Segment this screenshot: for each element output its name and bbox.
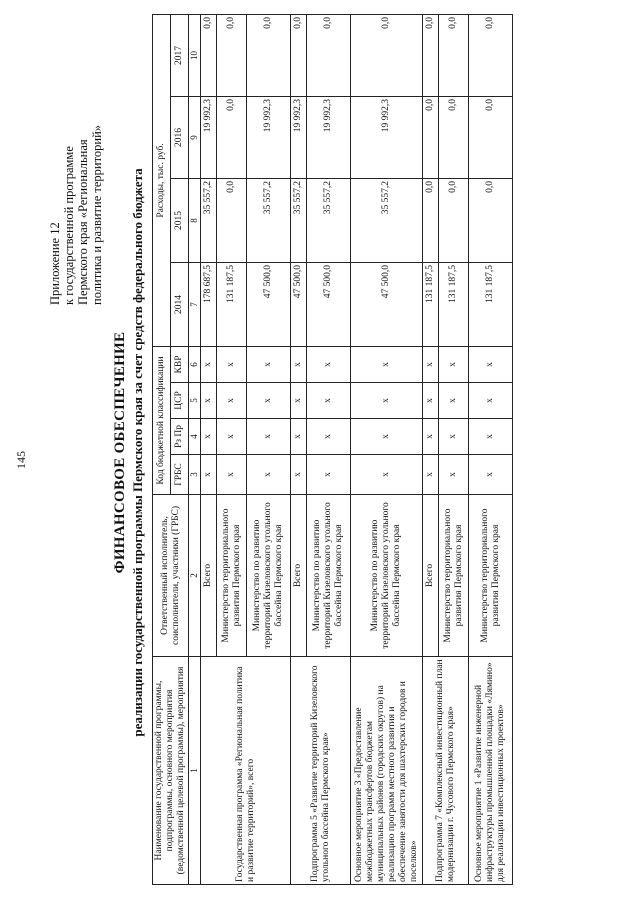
cell-kvr: х (439, 346, 469, 382)
cell-2014: 131 187,5 (469, 262, 513, 346)
document-title: ФИНАНСОВОЕ ОБЕСПЕЧЕНИЕ (112, 331, 128, 574)
cell-2017: 0,0 (201, 14, 217, 96)
cell-csr: х (201, 383, 217, 419)
row-name: Государственная программа «Региональная политика и развитие территорий», всего (201, 657, 291, 885)
cell-2014: 47 500,0 (291, 262, 307, 346)
cell-2014: 47 500,0 (247, 262, 291, 346)
header-2016: 2016 (171, 96, 189, 178)
cell-2017: 0,0 (423, 14, 439, 96)
cell-2017: 0,0 (351, 14, 423, 96)
column-number: 3 (189, 455, 201, 495)
cell-rzpr: х (247, 419, 291, 455)
row-executor: Всего (201, 495, 217, 657)
cell-2015: 35 557,2 (291, 178, 307, 262)
cell-kvr: х (351, 346, 423, 382)
cell-rzpr: х (469, 419, 513, 455)
row-name: Подпрограмма 5 «Развитие территорий Кизеловского угольного бассейна Пермского края» (291, 657, 351, 885)
cell-kvr: х (469, 346, 513, 382)
header-budget-code: Код бюджетной классификации (153, 346, 171, 494)
row-executor: Министерство по развитию территорий Кизеловского угольного бассейна Пермского края (351, 495, 423, 657)
table-row (351, 14, 423, 884)
cell-2016: 19 992,3 (351, 96, 423, 178)
column-number-row (189, 14, 201, 884)
cell-kvr: х (423, 346, 439, 382)
cell-grbs: х (201, 455, 217, 495)
cell-grbs: х (217, 455, 247, 495)
cell-2015: 35 557,2 (201, 178, 217, 262)
cell-2015: 0,0 (469, 178, 513, 262)
cell-2015: 35 557,2 (247, 178, 291, 262)
appendix-note (48, 125, 104, 305)
table-row (469, 14, 513, 884)
cell-kvr: х (247, 346, 291, 382)
row-executor: Министерство территориального развития Пермского края (217, 495, 247, 657)
cell-csr: х (291, 383, 307, 419)
row-executor: Всего (291, 495, 307, 657)
cell-grbs: х (307, 455, 351, 495)
page-number: 145 (14, 451, 28, 469)
cell-csr: х (247, 383, 291, 419)
column-number: 8 (189, 178, 201, 262)
cell-2015: 35 557,2 (307, 178, 351, 262)
cell-2016: 19 992,3 (247, 96, 291, 178)
cell-grbs: х (247, 455, 291, 495)
table-row (423, 14, 439, 884)
cell-2014: 178 687,5 (201, 262, 217, 346)
cell-2016: 19 992,3 (307, 96, 351, 178)
cell-csr: х (439, 383, 469, 419)
cell-2017: 0,0 (439, 14, 469, 96)
cell-grbs: х (351, 455, 423, 495)
column-number: 10 (189, 14, 201, 96)
cell-rzpr: х (423, 419, 439, 455)
column-number: 9 (189, 96, 201, 178)
cell-2016: 0,0 (469, 96, 513, 178)
column-number: 4 (189, 419, 201, 455)
cell-grbs: х (439, 455, 469, 495)
cell-csr: х (423, 383, 439, 419)
column-number: 5 (189, 383, 201, 419)
cell-csr: х (217, 383, 247, 419)
row-name: Подпрограмма 7 «Комплексный инвестиционный план модернизации г. Чусового Пермского края» (423, 657, 469, 885)
cell-rzpr: х (307, 419, 351, 455)
header-executor: Ответственный исполнитель, соисполнители, участники (ГРБС) (153, 495, 189, 657)
cell-2014: 47 500,0 (307, 262, 351, 346)
cell-2015: 0,0 (423, 178, 439, 262)
header-name: Наименование государственной программы, подпрограммы, основного мероприятия (ведомственной целевой программы), мероприятия (153, 657, 189, 885)
cell-2017: 0,0 (291, 14, 307, 96)
cell-2014: 47 500,0 (351, 262, 423, 346)
table-row (291, 14, 307, 884)
cell-grbs: х (291, 455, 307, 495)
appendix-line: Приложение 12 (48, 222, 62, 305)
cell-2017: 0,0 (469, 14, 513, 96)
cell-2017: 0,0 (217, 14, 247, 96)
cell-2016: 0,0 (439, 96, 469, 178)
cell-csr: х (469, 383, 513, 419)
header-2017: 2017 (171, 14, 189, 96)
cell-grbs: х (423, 455, 439, 495)
row-executor: Всего (423, 495, 439, 657)
cell-kvr: х (291, 346, 307, 382)
header-csr: ЦСР (171, 383, 189, 419)
cell-rzpr: х (439, 419, 469, 455)
cell-rzpr: х (217, 419, 247, 455)
cell-kvr: х (217, 346, 247, 382)
column-number: 2 (189, 495, 201, 657)
header-2014: 2014 (171, 262, 189, 346)
cell-rzpr: х (201, 419, 217, 455)
row-name: Основное мероприятие 1 «Развитие инженерной инфраструктуры промышленной площадки «Лямино» для реализации инвестиционных проектов» (469, 657, 513, 885)
cell-grbs: х (469, 455, 513, 495)
cell-2017: 0,0 (307, 14, 351, 96)
header-kvr: КВР (171, 346, 189, 382)
cell-rzpr: х (291, 419, 307, 455)
appendix-line: Пермского края «Региональная (76, 139, 90, 305)
cell-2015: 35 557,2 (351, 178, 423, 262)
cell-kvr: х (307, 346, 351, 382)
header-2015: 2015 (171, 178, 189, 262)
column-number: 6 (189, 346, 201, 382)
table-row (201, 14, 217, 884)
finance-table (152, 14, 513, 885)
cell-2014: 131 187,5 (217, 262, 247, 346)
cell-csr: х (307, 383, 351, 419)
cell-rzpr: х (351, 419, 423, 455)
cell-2016: 19 992,3 (291, 96, 307, 178)
cell-2014: 131 187,5 (439, 262, 469, 346)
row-executor: Министерство территориального развития Пермского края (469, 495, 513, 657)
row-executor: Министерство по развитию территорий Кизеловского угольного бассейна Пермского края (247, 495, 291, 657)
cell-2015: 0,0 (439, 178, 469, 262)
cell-2016: 0,0 (217, 96, 247, 178)
appendix-line: политика и развитие территорий» (90, 124, 104, 305)
appendix-line: к государственной программе (62, 146, 76, 305)
row-name: Основное мероприятие 3 «Предоставление межбюджетных трансфертов бюджетам муниципальных районов (городских округов) на реализацию программ местного развития и обеспечение занятости для шахтерских городов и поселков» (351, 657, 423, 885)
header-rzpr: Рз Пр (171, 419, 189, 455)
column-number: 7 (189, 262, 201, 346)
header-expenses: Расходы, тыс. руб. (153, 14, 171, 346)
cell-2014: 131 187,5 (423, 262, 439, 346)
cell-2015: 0,0 (217, 178, 247, 262)
cell-2016: 0,0 (423, 96, 439, 178)
column-number: 1 (189, 657, 201, 885)
cell-2017: 0,0 (247, 14, 291, 96)
cell-csr: х (351, 383, 423, 419)
header-grbs: ГРБС (171, 455, 189, 495)
cell-kvr: х (201, 346, 217, 382)
row-executor: Министерство по развитию территорий Кизеловского угольного бассейна Пермского края (307, 495, 351, 657)
document-subtitle: реализации государственной программы Пермского края за счет средств федерального бюджета (130, 168, 145, 737)
row-executor: Министерство территориального развития Пермского края (439, 495, 469, 657)
cell-2016: 19 992,3 (201, 96, 217, 178)
